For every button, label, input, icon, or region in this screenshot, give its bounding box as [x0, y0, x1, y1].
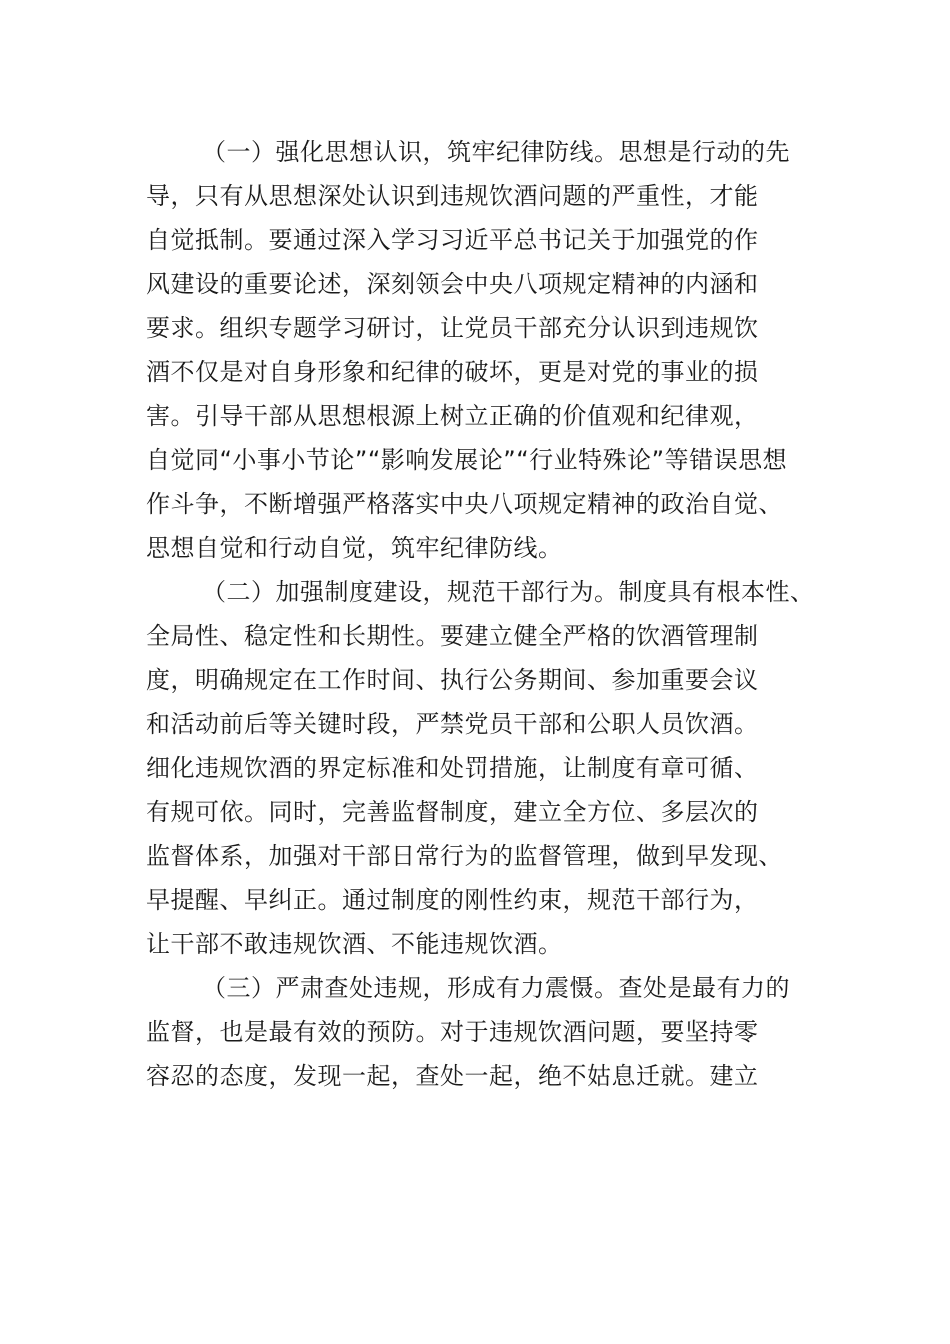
paragraph-1	[146, 130, 826, 570]
text-line: 有规可依。同时，完善监督制度，建立全方位、多层次的	[146, 798, 759, 826]
text-line: 酒不仅是对自身形象和纪律的破坏，更是对党的事业的损	[146, 358, 759, 386]
text-line: 度，明确规定在工作时间、执行公务期间、参加重要会议	[146, 666, 759, 694]
text-line: 思想自觉和行动自觉，筑牢纪律防线。	[146, 534, 563, 562]
text-line: 自觉抵制。要通过深入学习习近平总书记关于加强党的作	[146, 226, 759, 254]
text-line: 让干部不敢违规饮酒、不能违规饮酒。	[146, 930, 563, 958]
text-line: 导，只有从思想深处认识到违规饮酒问题的严重性，才能	[146, 182, 759, 210]
text-line: 监督体系，加强对干部日常行为的监督管理，做到早发现、	[146, 842, 783, 870]
text-line: 害。引导干部从思想根源上树立正确的价值观和纪律观，	[146, 402, 759, 430]
paragraph-3	[146, 966, 826, 1098]
text-line: 监督，也是最有效的预防。对于违规饮酒问题，要坚持零	[146, 1018, 759, 1046]
text-line: （一）强化思想认识，筑牢纪律防线。思想是行动的先	[202, 138, 790, 166]
text-line: 全局性、稳定性和长期性。要建立健全严格的饮酒管理制	[146, 622, 759, 650]
text-line: 和活动前后等关键时段，严禁党员干部和公职人员饮酒。	[146, 710, 759, 738]
text-line: 早提醒、早纠正。通过制度的刚性约束，规范干部行为，	[146, 886, 759, 914]
text-line: 作斗争，不断增强严格落实中央八项规定精神的政治自觉、	[146, 490, 783, 518]
text-line: （二）加强制度建设，规范干部行为。制度具有根本性、	[202, 578, 815, 606]
text-line: 容忍的态度，发现一起，查处一起，绝不姑息迁就。建立	[146, 1062, 759, 1090]
document-body	[146, 130, 826, 1098]
text-line: （三）严肃查处违规，形成有力震慑。查处是最有力的	[202, 974, 790, 1002]
text-line: 风建设的重要论述，深刻领会中央八项规定精神的内涵和	[146, 270, 759, 298]
text-line: 细化违规饮酒的界定标准和处罚措施，让制度有章可循、	[146, 754, 759, 782]
paragraph-2	[146, 570, 826, 966]
text-line: 自觉同“小事小节论”“影响发展论”“行业特殊论”等错误思想	[146, 446, 788, 474]
text-line: 要求。组织专题学习研讨，让党员干部充分认识到违规饮	[146, 314, 759, 342]
